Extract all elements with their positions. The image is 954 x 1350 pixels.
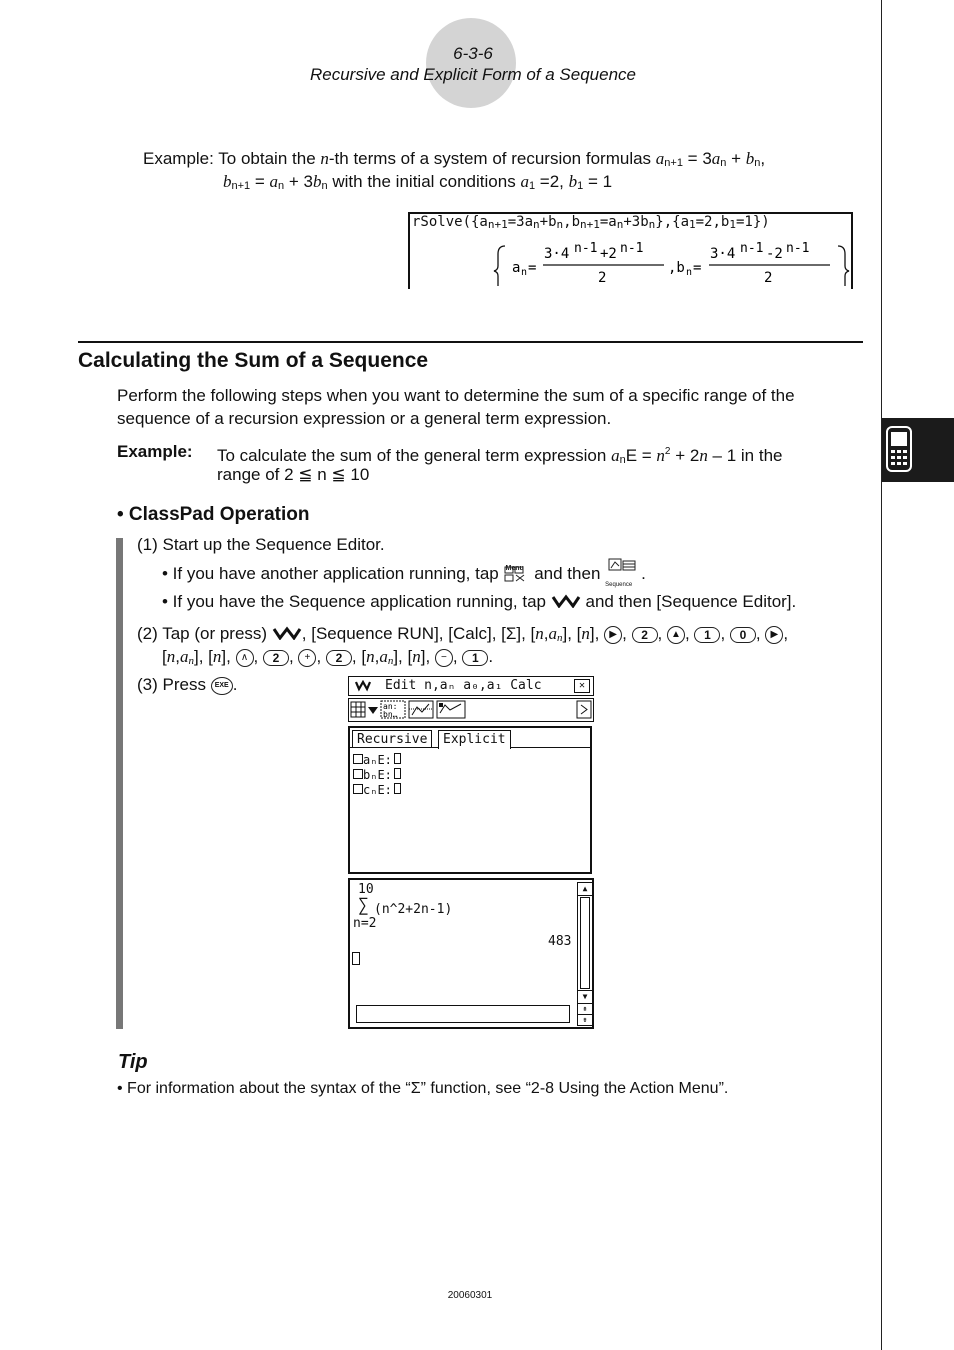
step-1-bullet-1: • If you have another application running, tap Menu and then Sequence .: [162, 561, 646, 585]
example-recursion-line1: Example: To obtain the n-th terms of a system of recursion formulas an+1 = 3an + bn,: [143, 149, 766, 169]
classpad-main-area: [348, 878, 594, 1029]
example-text: To calculate the sum of the general term expression anE = $n^2 + 2n - 1$ in the: [217, 446, 783, 466]
key-0[interactable]: 0: [730, 627, 756, 643]
list-item[interactable]: cₙE:: [353, 783, 401, 798]
svg-text:n: n: [521, 267, 528, 278]
svg-text:n-1: n-1: [620, 241, 644, 256]
svg-text:an:: an:: [383, 702, 398, 711]
operation-bar: [116, 538, 123, 1029]
menu-toggle-icon[interactable]: [355, 680, 371, 692]
minus-key[interactable]: −: [435, 649, 453, 667]
example-label: Example:: [117, 442, 193, 461]
sigma-upper: 10: [358, 882, 374, 897]
expand-down-icon[interactable]: ⇟: [577, 1014, 593, 1026]
tip-title: Tip: [118, 1051, 148, 1073]
tip-text: • For information about the syntax of the “Σ” function, see “2-8 Using the Action Menu”.: [117, 1080, 729, 1097]
section-title: Calculating the Sum of a Sequence: [78, 349, 429, 372]
svg-text:n-1: n-1: [786, 241, 810, 256]
step-1: (1) Start up the Sequence Editor.: [137, 535, 385, 554]
power-key[interactable]: ∧: [236, 649, 254, 667]
svg-text:n-1: n-1: [574, 241, 598, 256]
svg-text:n: n: [686, 267, 693, 278]
key-2[interactable]: 2: [632, 627, 658, 643]
sigma-symbol: ∑: [358, 895, 369, 916]
sigma-lower: n=2: [353, 916, 377, 931]
menu-icon[interactable]: Menu: [503, 561, 529, 583]
svg-text:n-1: n-1: [740, 241, 764, 256]
key-1[interactable]: 1: [462, 650, 488, 666]
footer-code: 20060301: [447, 1290, 493, 1301]
menu-toggle-icon[interactable]: [551, 594, 581, 608]
step-3: (3) Press EXE .: [137, 675, 238, 694]
sigma-expression: (n^2+2n-1): [374, 902, 453, 917]
svg-text:=: =: [528, 260, 537, 276]
list-item[interactable]: bₙE:: [353, 768, 401, 783]
scroll-down-icon[interactable]: ▼: [578, 990, 592, 1003]
right-arrow-key[interactable]: ▶: [765, 626, 783, 644]
svg-text:=: =: [693, 260, 702, 276]
step-2: (2) Tap (or press) , [Sequence RUN], [Calc], [Σ], [n,an], [n], ▶ , 2 , ▲ , 1 , 0 , ▶ ,: [137, 624, 789, 644]
menu-toggle-icon[interactable]: [272, 626, 302, 640]
plus-key[interactable]: +: [298, 649, 316, 667]
scroll-right-icon: [577, 701, 591, 718]
key-2[interactable]: 2: [263, 650, 289, 666]
classpad-rows: [353, 753, 401, 798]
sum-result: 483: [548, 934, 572, 949]
graph-icon: [409, 701, 433, 718]
rsolve-screen: [408, 212, 853, 289]
svg-text:a: a: [512, 260, 521, 276]
graph-plot-icon: [437, 701, 465, 718]
svg-text:,b: ,b: [668, 260, 685, 276]
svg-text:3·4: 3·4: [544, 246, 570, 262]
right-arrow-key[interactable]: ▶: [604, 626, 622, 644]
section-intro: Perform the following steps when you want to determine the sum of a specific range of the sequence of a recursion expression or a general term expression.: [117, 386, 795, 428]
svg-text:2: 2: [764, 270, 773, 286]
page-title: Recursive and Explicit Form of a Sequence: [310, 65, 636, 84]
svg-text:3·4: 3·4: [710, 246, 736, 262]
margin-rule: [881, 0, 882, 1350]
svg-text:2: 2: [598, 270, 607, 286]
scrollbar[interactable]: [577, 882, 593, 1004]
entry-line[interactable]: [356, 1005, 570, 1023]
step-1-bullet-2: • If you have the Sequence application running, tap and then [Sequence Editor].: [162, 592, 797, 611]
sequence-app-icon[interactable]: Sequence: [605, 561, 641, 583]
cursor[interactable]: [352, 952, 360, 965]
scroll-up-icon[interactable]: ▲: [578, 883, 592, 896]
up-arrow-key[interactable]: ▲: [667, 626, 685, 644]
table-icon: [351, 702, 365, 717]
section-rule: [78, 341, 863, 343]
classpad-toolbar: [348, 698, 594, 722]
svg-text:-2: -2: [766, 246, 783, 262]
svg-text:+2: +2: [600, 246, 617, 262]
rsolve-command: rSolve({an+1=3an+bn,bn+1=an+3bn},{a1=2,b1=1}): [412, 214, 770, 231]
example-recursion-line2: bn+1 = an + 3bn with the initial conditions a1 =2, b1 = 1: [223, 172, 613, 192]
close-icon[interactable]: ✕: [574, 679, 590, 693]
tab-explicit[interactable]: Explicit: [438, 730, 511, 749]
key-2[interactable]: 2: [326, 650, 352, 666]
classpad-screen: [348, 676, 594, 1029]
classpad-menu-items[interactable]: Edit n,aₙ a₀,a₁ Calc: [385, 678, 542, 693]
example-range: range of 2 ≦ n ≦ 10: [217, 465, 370, 484]
step-2-line2: [n,an], [n], ∧ , 2 , + , 2 , [n,an], [n], − , 1 .: [162, 647, 494, 667]
classpad-editor: [348, 726, 592, 874]
key-1[interactable]: 1: [694, 627, 720, 643]
svg-text:bn…: bn…: [383, 710, 398, 719]
list-item[interactable]: aₙE:: [353, 753, 401, 768]
exe-key[interactable]: EXE: [211, 677, 233, 695]
page-number: 6-3-6: [453, 44, 493, 63]
tab-recursive[interactable]: Recursive: [352, 730, 432, 748]
dropdown-icon: [368, 707, 378, 714]
classpad-menubar: [348, 676, 594, 696]
scroll-thumb[interactable]: [580, 897, 590, 989]
calculator-icon: [882, 418, 954, 482]
operation-title: • ClassPad Operation: [117, 504, 310, 525]
chapter-tab: [882, 418, 954, 482]
expand-up-icon[interactable]: ⇞: [577, 1003, 593, 1015]
rsolve-result: [410, 214, 851, 289]
seq-type-icon: [381, 701, 405, 719]
